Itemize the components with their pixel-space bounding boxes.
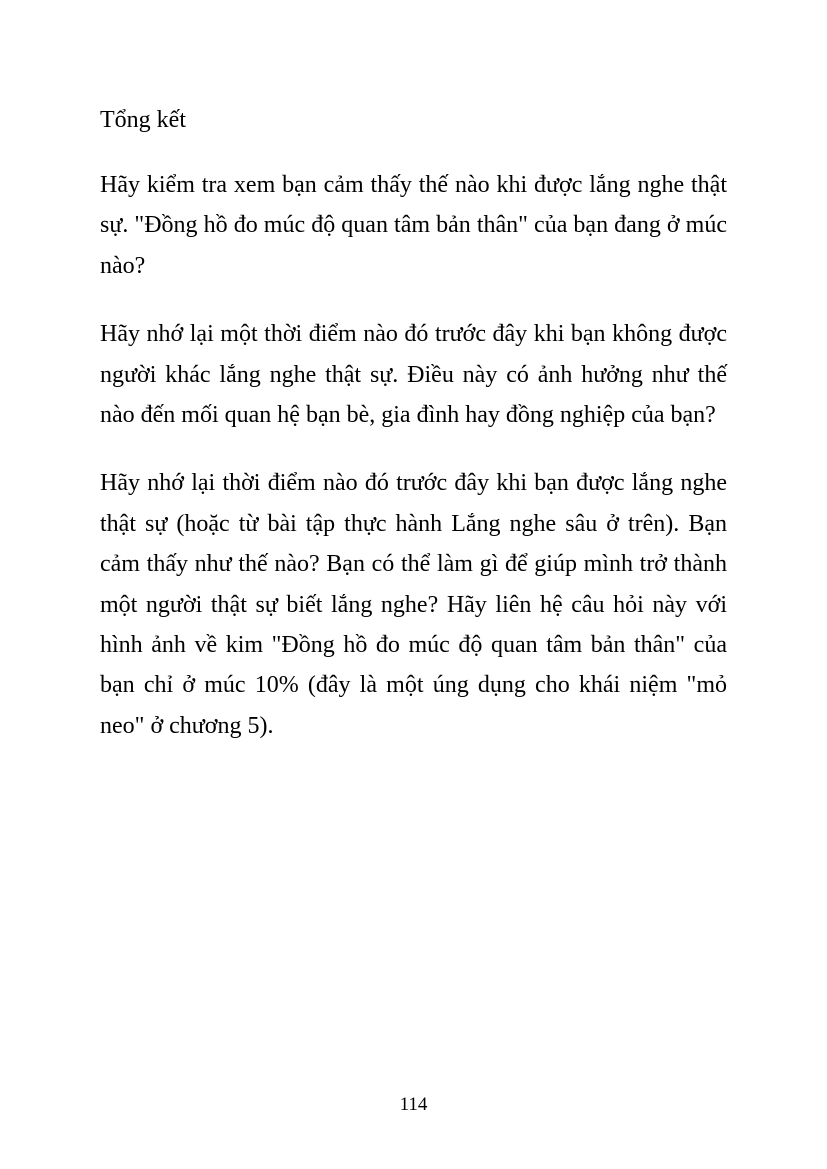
page-content [100, 100, 727, 774]
section-heading: Tổng kết [100, 107, 186, 133]
paragraph-3: Hãy nhớ lại thời điểm nào đó trước đây khi bạn được lắng nghe thật sự (hoặc từ bài tập thực hành Lắng nghe sâu ở trên). Bạn cảm thấy như thế nào? Bạn có thể làm gì để giúp mình trở thành một người thật sự biết lắng nghe? Hãy liên hệ câu hỏi này với hình ảnh về kim "Đồng hồ đo múc độ quan tâm bản thân" của bạn chỉ ở múc 10% (đây là một úng dụng cho khái niệm "mỏ neo" ở chương 5). [100, 470, 727, 739]
paragraph-2: Hãy nhớ lại một thời điểm nào đó trước đây khi bạn không được người khác lắng nghe thật sự. Điều này có ảnh hưởng như thế nào đến mối quan hệ bạn bè, gia đình hay đồng nghiệp của bạn? [100, 321, 727, 429]
paragraph-1: Hãy kiểm tra xem bạn cảm thấy thế nào khi được lắng nghe thật sự. "Đồng hồ đo múc độ quan tâm bản thân" của bạn đang ở múc nào? [100, 172, 727, 279]
page-number: 114 [399, 1094, 428, 1115]
